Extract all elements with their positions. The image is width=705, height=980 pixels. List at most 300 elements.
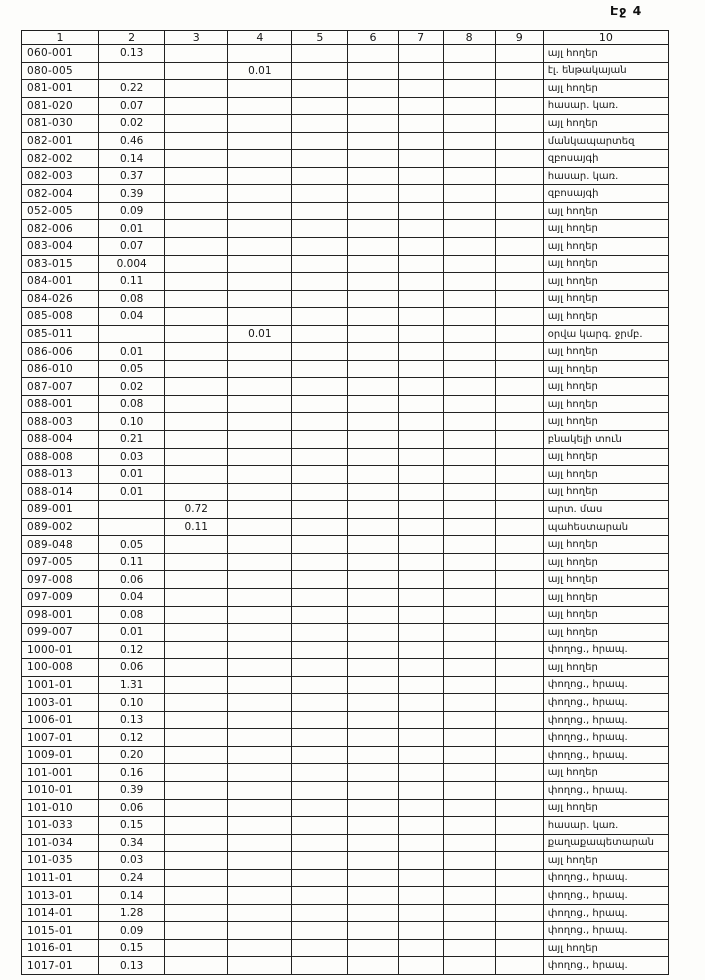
cell-land-use: այլ հողեր <box>543 273 668 291</box>
cell-value-col8 <box>443 150 495 168</box>
table-row <box>22 466 669 484</box>
cell-value-col2: 1.28 <box>99 904 165 922</box>
cell-value-col6 <box>348 115 398 133</box>
table-row <box>22 588 669 606</box>
cell-value-col8 <box>443 238 495 256</box>
cell-code: 086-006 <box>22 343 99 361</box>
cell-value-col8 <box>443 360 495 378</box>
cell-value-col9 <box>495 431 543 449</box>
table-row <box>22 746 669 764</box>
cell-value-col6 <box>348 571 398 589</box>
cell-value-col2: 0.10 <box>99 694 165 712</box>
cell-value-col6 <box>348 343 398 361</box>
cell-value-col2 <box>99 518 165 536</box>
cell-value-col6 <box>348 606 398 624</box>
cell-value-col3 <box>165 185 228 203</box>
cell-value-col9 <box>495 852 543 870</box>
cell-value-col4 <box>228 676 292 694</box>
cell-value-col2: 0.04 <box>99 588 165 606</box>
cell-value-col5 <box>292 939 348 957</box>
cell-value-col5 <box>292 536 348 554</box>
cell-value-col8 <box>443 887 495 905</box>
cell-value-col4 <box>228 904 292 922</box>
cell-value-col6 <box>348 360 398 378</box>
cell-value-col6 <box>348 781 398 799</box>
cell-value-col2: 0.37 <box>99 167 165 185</box>
cell-value-col8 <box>443 799 495 817</box>
cell-value-col2: 0.07 <box>99 238 165 256</box>
cell-value-col5 <box>292 466 348 484</box>
column-header-10: 10 <box>543 31 668 45</box>
table-row <box>22 676 669 694</box>
cell-value-col7 <box>398 624 443 642</box>
column-header-8: 8 <box>443 31 495 45</box>
cell-value-col9 <box>495 781 543 799</box>
cell-value-col5 <box>292 185 348 203</box>
cell-value-col8 <box>443 220 495 238</box>
cell-value-col2: 0.05 <box>99 536 165 554</box>
cell-value-col6 <box>348 238 398 256</box>
cell-land-use: այլ հողեր <box>543 238 668 256</box>
table-row <box>22 624 669 642</box>
cell-value-col2: 0.13 <box>99 957 165 975</box>
cell-code: 081-020 <box>22 97 99 115</box>
cell-value-col9 <box>495 185 543 203</box>
cell-value-col7 <box>398 781 443 799</box>
cell-land-use: փողոց., հրապ. <box>543 922 668 940</box>
table-row <box>22 869 669 887</box>
cell-code: 1000-01 <box>22 641 99 659</box>
cell-value-col2: 0.05 <box>99 360 165 378</box>
cell-value-col2: 0.14 <box>99 150 165 168</box>
cell-value-col5 <box>292 150 348 168</box>
table-row <box>22 553 669 571</box>
cell-value-col8 <box>443 378 495 396</box>
cell-value-col8 <box>443 939 495 957</box>
cell-value-col4 <box>228 501 292 519</box>
cell-value-col2: 0.09 <box>99 922 165 940</box>
cell-value-col5 <box>292 115 348 133</box>
cell-land-use: այլ հողեր <box>543 343 668 361</box>
cell-value-col2: 0.11 <box>99 273 165 291</box>
cell-value-col9 <box>495 132 543 150</box>
cell-value-col6 <box>348 150 398 168</box>
cell-value-col4 <box>228 220 292 238</box>
table-row <box>22 308 669 326</box>
cell-land-use: այլ հողեր <box>543 553 668 571</box>
cell-value-col3: 0.72 <box>165 501 228 519</box>
cell-value-col7 <box>398 869 443 887</box>
cell-value-col7 <box>398 132 443 150</box>
cell-value-col9 <box>495 606 543 624</box>
cell-value-col4 <box>228 799 292 817</box>
cell-value-col9 <box>495 834 543 852</box>
cell-value-col9 <box>495 676 543 694</box>
cell-value-col8 <box>443 448 495 466</box>
cell-land-use: այլ հողեր <box>543 395 668 413</box>
cell-value-col9 <box>495 957 543 975</box>
table-row <box>22 395 669 413</box>
cell-value-col4: 0.01 <box>228 62 292 80</box>
cell-value-col2: 0.15 <box>99 939 165 957</box>
cell-value-col6 <box>348 466 398 484</box>
cell-value-col8 <box>443 132 495 150</box>
cell-value-col2: 0.34 <box>99 834 165 852</box>
cell-land-use: այլ հողեր <box>543 466 668 484</box>
cell-value-col9 <box>495 308 543 326</box>
cell-value-col3 <box>165 431 228 449</box>
cell-value-col9 <box>495 325 543 343</box>
cell-value-col7 <box>398 431 443 449</box>
cell-value-col2: 0.22 <box>99 80 165 98</box>
cell-code: 083-004 <box>22 238 99 256</box>
cell-value-col4 <box>228 659 292 677</box>
cell-value-col6 <box>348 395 398 413</box>
cell-land-use: այլ հողեր <box>543 45 668 63</box>
cell-value-col3 <box>165 887 228 905</box>
cell-value-col4 <box>228 887 292 905</box>
cell-value-col9 <box>495 817 543 835</box>
cell-value-col9 <box>495 483 543 501</box>
cell-value-col7 <box>398 518 443 536</box>
cell-value-col4: 0.01 <box>228 325 292 343</box>
cell-value-col2: 0.06 <box>99 659 165 677</box>
table-row <box>22 536 669 554</box>
cell-value-col5 <box>292 764 348 782</box>
cell-value-col9 <box>495 711 543 729</box>
cell-value-col9 <box>495 641 543 659</box>
cell-value-col6 <box>348 62 398 80</box>
cell-value-col8 <box>443 80 495 98</box>
cell-value-col9 <box>495 413 543 431</box>
cell-code: 082-003 <box>22 167 99 185</box>
cell-code: 052-005 <box>22 202 99 220</box>
table-row <box>22 150 669 168</box>
table-row <box>22 834 669 852</box>
cell-value-col7 <box>398 676 443 694</box>
cell-code: 085-008 <box>22 308 99 326</box>
table-row <box>22 799 669 817</box>
cell-value-col6 <box>348 659 398 677</box>
cell-value-col6 <box>348 817 398 835</box>
cell-value-col7 <box>398 922 443 940</box>
cell-value-col3 <box>165 571 228 589</box>
table-row <box>22 220 669 238</box>
cell-value-col6 <box>348 641 398 659</box>
table-row <box>22 132 669 150</box>
cell-value-col7 <box>398 571 443 589</box>
cell-code: 1013-01 <box>22 887 99 905</box>
cell-value-col9 <box>495 922 543 940</box>
cell-code: 082-004 <box>22 185 99 203</box>
cell-value-col9 <box>495 799 543 817</box>
cell-code: 088-014 <box>22 483 99 501</box>
cell-value-col2: 0.08 <box>99 606 165 624</box>
cell-value-col5 <box>292 501 348 519</box>
cell-value-col4 <box>228 624 292 642</box>
cell-value-col5 <box>292 360 348 378</box>
cell-code: 089-002 <box>22 518 99 536</box>
cell-value-col9 <box>495 150 543 168</box>
cell-value-col9 <box>495 729 543 747</box>
table-row <box>22 185 669 203</box>
cell-value-col4 <box>228 729 292 747</box>
table-row <box>22 45 669 63</box>
cell-value-col3 <box>165 308 228 326</box>
cell-code: 098-001 <box>22 606 99 624</box>
cell-value-col4 <box>228 343 292 361</box>
cell-value-col6 <box>348 80 398 98</box>
cell-value-col6 <box>348 308 398 326</box>
cell-code: 089-001 <box>22 501 99 519</box>
table-row <box>22 167 669 185</box>
cell-value-col6 <box>348 939 398 957</box>
cell-value-col9 <box>495 115 543 133</box>
cell-value-col4 <box>228 290 292 308</box>
cell-value-col9 <box>495 588 543 606</box>
cell-value-col5 <box>292 553 348 571</box>
cell-value-col5 <box>292 746 348 764</box>
cell-value-col5 <box>292 343 348 361</box>
table-row <box>22 518 669 536</box>
cell-value-col7 <box>398 694 443 712</box>
cell-code: 1011-01 <box>22 869 99 887</box>
cell-value-col2: 0.20 <box>99 746 165 764</box>
cell-value-col4 <box>228 606 292 624</box>
table-row <box>22 764 669 782</box>
table-row <box>22 781 669 799</box>
cell-value-col7 <box>398 957 443 975</box>
cell-value-col7 <box>398 45 443 63</box>
cell-value-col3 <box>165 817 228 835</box>
cell-value-col6 <box>348 518 398 536</box>
cell-value-col2: 0.01 <box>99 624 165 642</box>
cell-land-use: այլ հողեր <box>543 308 668 326</box>
table-row <box>22 483 669 501</box>
table-row <box>22 729 669 747</box>
cell-value-col5 <box>292 273 348 291</box>
cell-value-col4 <box>228 132 292 150</box>
cell-value-col6 <box>348 922 398 940</box>
cell-value-col3 <box>165 711 228 729</box>
cell-value-col6 <box>348 413 398 431</box>
cell-value-col4 <box>228 781 292 799</box>
cell-value-col3 <box>165 167 228 185</box>
cell-land-use: արտ. մաս <box>543 501 668 519</box>
cell-value-col5 <box>292 887 348 905</box>
cell-value-col4 <box>228 413 292 431</box>
cell-value-col2: 0.46 <box>99 132 165 150</box>
cell-value-col7 <box>398 80 443 98</box>
cell-value-col4 <box>228 395 292 413</box>
cell-value-col5 <box>292 62 348 80</box>
cell-value-col7 <box>398 115 443 133</box>
table-header <box>22 31 669 45</box>
cell-value-col7 <box>398 413 443 431</box>
cell-value-col3 <box>165 729 228 747</box>
cell-value-col5 <box>292 957 348 975</box>
land-table <box>21 30 669 975</box>
cell-value-col4 <box>228 746 292 764</box>
cell-land-use: փողոց., հրապ. <box>543 694 668 712</box>
cell-value-col6 <box>348 167 398 185</box>
cell-code: 1007-01 <box>22 729 99 747</box>
cell-value-col9 <box>495 624 543 642</box>
cell-value-col3 <box>165 606 228 624</box>
cell-value-col3 <box>165 466 228 484</box>
cell-value-col4 <box>228 852 292 870</box>
cell-value-col6 <box>348 694 398 712</box>
cell-value-col4 <box>228 255 292 273</box>
cell-value-col2: 0.06 <box>99 799 165 817</box>
cell-value-col4 <box>228 448 292 466</box>
cell-code: 1003-01 <box>22 694 99 712</box>
cell-land-use: այլ հողեր <box>543 571 668 589</box>
cell-value-col7 <box>398 325 443 343</box>
cell-value-col9 <box>495 167 543 185</box>
cell-value-col2: 0.21 <box>99 431 165 449</box>
cell-code: 097-008 <box>22 571 99 589</box>
table-row <box>22 887 669 905</box>
cell-value-col9 <box>495 466 543 484</box>
cell-land-use: փողոց., հրապ. <box>543 869 668 887</box>
cell-value-col2: 0.15 <box>99 817 165 835</box>
cell-value-col3 <box>165 957 228 975</box>
cell-value-col4 <box>228 238 292 256</box>
column-header-3: 3 <box>165 31 228 45</box>
cell-code: 082-001 <box>22 132 99 150</box>
table-row <box>22 290 669 308</box>
table-row <box>22 360 669 378</box>
cell-value-col5 <box>292 518 348 536</box>
cell-value-col5 <box>292 852 348 870</box>
cell-value-col7 <box>398 641 443 659</box>
cell-value-col8 <box>443 746 495 764</box>
cell-value-col5 <box>292 431 348 449</box>
cell-value-col5 <box>292 729 348 747</box>
column-header-7: 7 <box>398 31 443 45</box>
cell-value-col2: 0.01 <box>99 466 165 484</box>
cell-value-col5 <box>292 571 348 589</box>
cell-value-col6 <box>348 729 398 747</box>
cell-value-col9 <box>495 939 543 957</box>
cell-land-use: այլ հողեր <box>543 852 668 870</box>
cell-value-col5 <box>292 378 348 396</box>
cell-value-col3 <box>165 553 228 571</box>
cell-value-col2 <box>99 501 165 519</box>
cell-value-col8 <box>443 290 495 308</box>
cell-land-use: այլ հողեր <box>543 378 668 396</box>
cell-value-col5 <box>292 676 348 694</box>
cell-land-use: բնակելի տուն <box>543 431 668 449</box>
cell-value-col3 <box>165 799 228 817</box>
table-row <box>22 273 669 291</box>
cell-value-col7 <box>398 62 443 80</box>
cell-value-col5 <box>292 817 348 835</box>
cell-value-col4 <box>228 588 292 606</box>
cell-code: 1010-01 <box>22 781 99 799</box>
cell-value-col6 <box>348 887 398 905</box>
table-row <box>22 238 669 256</box>
cell-value-col7 <box>398 360 443 378</box>
cell-value-col8 <box>443 834 495 852</box>
cell-value-col8 <box>443 729 495 747</box>
cell-land-use: փողոց., հրապ. <box>543 904 668 922</box>
cell-value-col8 <box>443 202 495 220</box>
cell-value-col8 <box>443 588 495 606</box>
cell-value-col3 <box>165 746 228 764</box>
cell-value-col5 <box>292 80 348 98</box>
cell-value-col6 <box>348 378 398 396</box>
cell-value-col9 <box>495 501 543 519</box>
cell-value-col2: 0.14 <box>99 887 165 905</box>
table-body <box>22 45 669 975</box>
cell-value-col8 <box>443 518 495 536</box>
cell-code: 088-003 <box>22 413 99 431</box>
cell-value-col4 <box>228 97 292 115</box>
cell-value-col6 <box>348 501 398 519</box>
cell-value-col7 <box>398 799 443 817</box>
cell-value-col3 <box>165 624 228 642</box>
cell-value-col7 <box>398 466 443 484</box>
cell-value-col5 <box>292 45 348 63</box>
cell-value-col6 <box>348 185 398 203</box>
cell-value-col8 <box>443 676 495 694</box>
cell-value-col7 <box>398 395 443 413</box>
cell-value-col6 <box>348 553 398 571</box>
cell-value-col2: 1.31 <box>99 676 165 694</box>
cell-value-col2: 0.07 <box>99 97 165 115</box>
cell-land-use: այլ հողեր <box>543 360 668 378</box>
cell-value-col9 <box>495 887 543 905</box>
table-row <box>22 343 669 361</box>
cell-value-col5 <box>292 167 348 185</box>
cell-value-col4 <box>228 431 292 449</box>
cell-value-col7 <box>398 817 443 835</box>
cell-value-col2: 0.03 <box>99 448 165 466</box>
table-row <box>22 694 669 712</box>
cell-value-col6 <box>348 97 398 115</box>
cell-value-col7 <box>398 308 443 326</box>
cell-code: 087-007 <box>22 378 99 396</box>
cell-code: 101-034 <box>22 834 99 852</box>
cell-land-use: զբոսայգի <box>543 150 668 168</box>
cell-value-col5 <box>292 290 348 308</box>
cell-land-use: այլ հողեր <box>543 220 668 238</box>
cell-value-col9 <box>495 80 543 98</box>
cell-land-use: փողոց., հրապ. <box>543 641 668 659</box>
cell-value-col3 <box>165 939 228 957</box>
cell-value-col8 <box>443 255 495 273</box>
cell-land-use: այլ հողեր <box>543 536 668 554</box>
cell-value-col9 <box>495 395 543 413</box>
cell-value-col4 <box>228 202 292 220</box>
cell-land-use: փողոց., հրապ. <box>543 729 668 747</box>
cell-value-col8 <box>443 553 495 571</box>
cell-value-col2: 0.13 <box>99 711 165 729</box>
cell-code: 101-001 <box>22 764 99 782</box>
cell-value-col9 <box>495 659 543 677</box>
cell-value-col8 <box>443 413 495 431</box>
cell-value-col7 <box>398 202 443 220</box>
cell-land-use: հասար. կառ. <box>543 167 668 185</box>
cell-land-use: զբոսայգի <box>543 185 668 203</box>
cell-value-col7 <box>398 939 443 957</box>
cell-value-col5 <box>292 922 348 940</box>
cell-value-col6 <box>348 132 398 150</box>
cell-value-col4 <box>228 45 292 63</box>
cell-value-col5 <box>292 413 348 431</box>
